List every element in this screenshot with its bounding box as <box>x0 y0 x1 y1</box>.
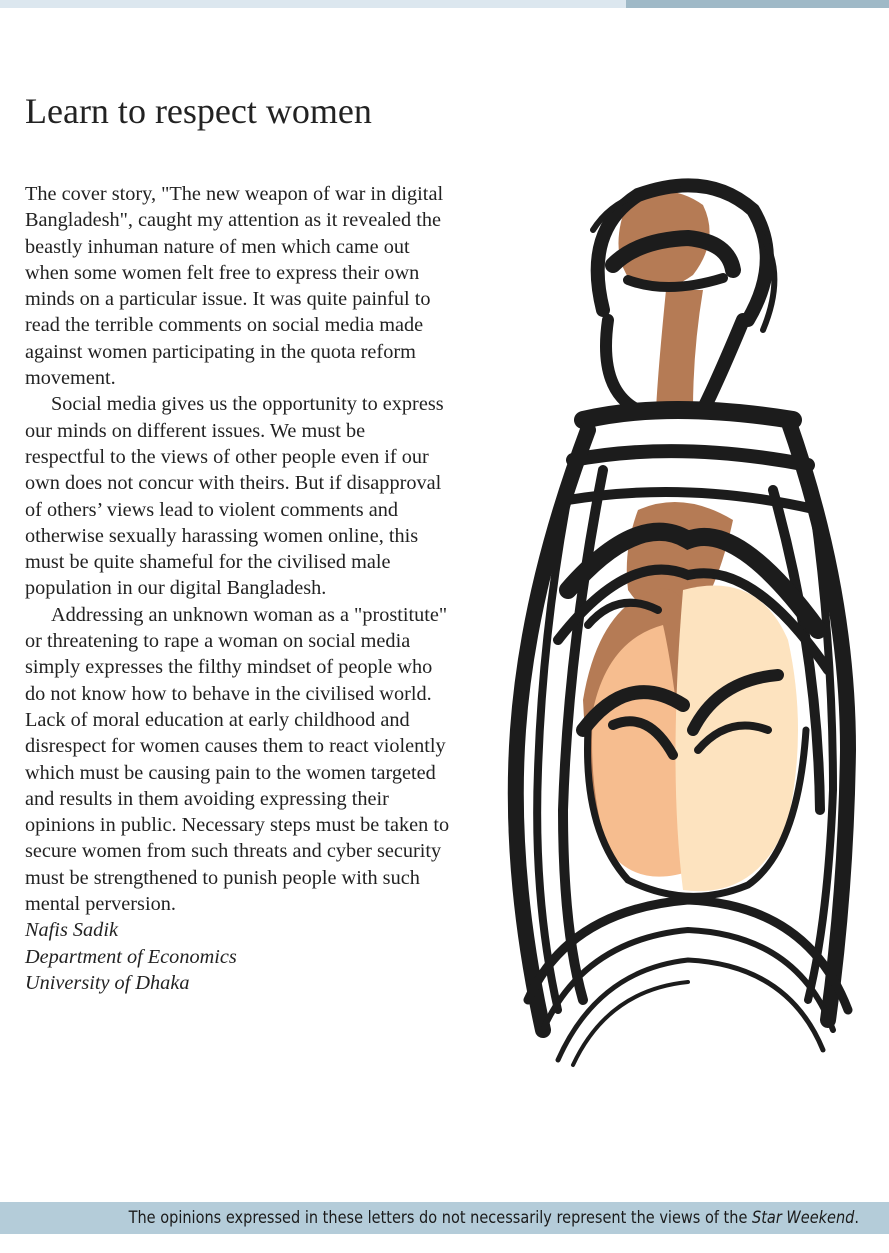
disclaimer-suffix: . <box>854 1208 859 1227</box>
letter-title: Learn to respect women <box>25 91 372 131</box>
publication-name: Star Weekend <box>751 1208 855 1227</box>
author-name: Nafis Sadik <box>25 919 118 942</box>
woman-brush-painting-icon <box>488 170 878 1070</box>
letter-paragraph-2: Social media gives us the opportunity to express our minds on different issues. We must be respectful to the views of other people even if our own does not concur with theirs. But if disapproval of others’ views lead to violent comments and otherwise sexually harassing women online, this must be quite shameful for the civilised male population in our digital Bangladesh. <box>25 393 444 600</box>
author-department: Department of Economics <box>25 945 237 968</box>
footer-disclaimer-band <box>0 1202 889 1234</box>
letter-body <box>25 181 450 996</box>
letter-paragraph-1: The cover story, "The new weapon of war in digital Bangladesh", caught my attention as it revealed the beastly inhuman nature of men which came out when some women felt free to express their own minds on a particular issue. It was quite painful to read the terrible comments on social media made against women participating in the quota reform movement. <box>25 183 444 390</box>
letter-paragraph-3: Addressing an unknown woman as a "prostitute" or threatening to rape a woman on social media simply expresses the filthy mindset of people who do not know how to behave in the civilised world. Lack of moral education at early childhood and disrespect for women causes them to react violently which must be causing pain to the women targeted and results in them avoiding expressing their opinions in public. Necessary steps must be taken to secure women from such threats and cyber security must be strengthened to punish people with such mental perversion. <box>25 603 450 916</box>
disclaimer-prefix: The opinions expressed in these letters do not necessarily represent the views of the <box>128 1208 752 1227</box>
top-accent-bar-dark <box>626 0 889 8</box>
author-university: University of Dhaka <box>25 971 190 994</box>
footer-disclaimer <box>129 1208 859 1227</box>
top-accent-bar-light <box>0 0 626 8</box>
